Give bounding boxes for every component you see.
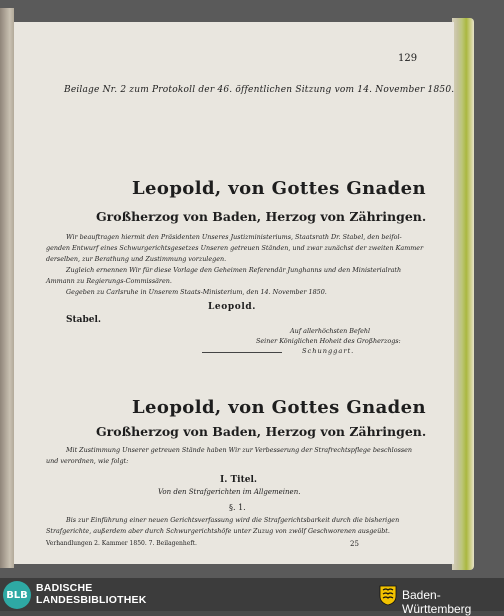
blb-logo-icon[interactable]: BLB bbox=[3, 581, 31, 609]
section-divider bbox=[202, 352, 282, 353]
state-name[interactable]: Baden-Württemberg bbox=[402, 588, 472, 616]
page-header: Beilage Nr. 2 zum Protokoll der 46. öffentlichen Sitzung vom 14. November 1850. bbox=[64, 85, 455, 95]
page-footer-right: 25 bbox=[350, 540, 359, 548]
paragraph-line-1: Bis zur Einführung einer neuen Gerichtsverfassung wird die Strafgerichtsbarkeit durch die bisherigen bbox=[66, 516, 400, 524]
library-name[interactable] bbox=[36, 582, 147, 606]
section1-body-line-1: Wir beauftragen hiermit den Präsidenten Unseres Justizministeriums, Staatsrath Dr. Stabel, den beifol- bbox=[66, 233, 402, 241]
section2-intro-line-1: Mit Zustimmung Unserer getreuen Stände haben Wir zur Verbesserung der Strafrechtspflege beschlossen bbox=[66, 446, 413, 454]
section1-body-line-6: Gegeben zu Carlsruhe in Unserem Staats-Ministerium, den 14. November 1850. bbox=[66, 288, 327, 296]
section2-subtitle: Großherzog von Baden, Herzog von Zähringen. bbox=[96, 424, 427, 439]
section1-countersign: Stabel. bbox=[66, 315, 102, 325]
paragraph-line-2: Strafgerichte, außerdem aber durch Schwurgerichtshöfe unter Zuzug von zwölf Geschworenen ausgeübt. bbox=[46, 527, 390, 535]
section2-intro-line-2: und verordnen, wie folgt: bbox=[46, 457, 129, 465]
chapter-title: I. Titel. bbox=[220, 475, 258, 485]
section1-body-line-4: Zugleich ernennen Wir für diese Vorlage den Geheimen Referendär Junghanns und den Ministerialrath bbox=[66, 266, 402, 274]
section1-title: Leopold, von Gottes Gnaden bbox=[132, 178, 426, 199]
book-spine-edge bbox=[0, 8, 14, 568]
page-number: 129 bbox=[398, 53, 418, 64]
order-line-3: Schunggart. bbox=[302, 347, 355, 355]
section1-body-line-3: derselben, zur Berathung und Zustimmung vorzulegen. bbox=[46, 255, 227, 263]
chapter-subtitle: Von den Strafgerichten im Allgemeinen. bbox=[158, 488, 301, 496]
viewer-footer bbox=[0, 578, 504, 616]
section1-body-line-5: Ammann zu Regierungs-Commissären. bbox=[46, 277, 172, 285]
page-footer-left: Verhandlungen 2. Kammer 1850. 7. Beilagenheft. bbox=[46, 540, 197, 547]
library-name-line-2: LANDESBIBLIOTHEK bbox=[36, 594, 147, 606]
document-page bbox=[14, 22, 454, 564]
section1-signature: Leopold. bbox=[208, 302, 256, 312]
book-page-edges bbox=[452, 18, 474, 570]
paragraph-number: §. 1. bbox=[229, 503, 246, 512]
baden-wuerttemberg-coat-of-arms-icon bbox=[378, 584, 398, 606]
section1-subtitle: Großherzog von Baden, Herzog von Zähringen. bbox=[96, 209, 427, 224]
section1-body-line-2: genden Entwurf eines Schwurgerichtsgesetzes Unseren getreuen Ständen, und zwar zunächst der zweiten Kammer bbox=[46, 244, 424, 252]
order-line-2: Seiner Königlichen Hoheit des Großherzogs: bbox=[256, 337, 401, 345]
order-line-1: Auf allerhöchsten Befehl bbox=[290, 327, 371, 335]
section2-title: Leopold, von Gottes Gnaden bbox=[132, 397, 426, 418]
library-name-line-1: BADISCHE bbox=[36, 582, 93, 594]
